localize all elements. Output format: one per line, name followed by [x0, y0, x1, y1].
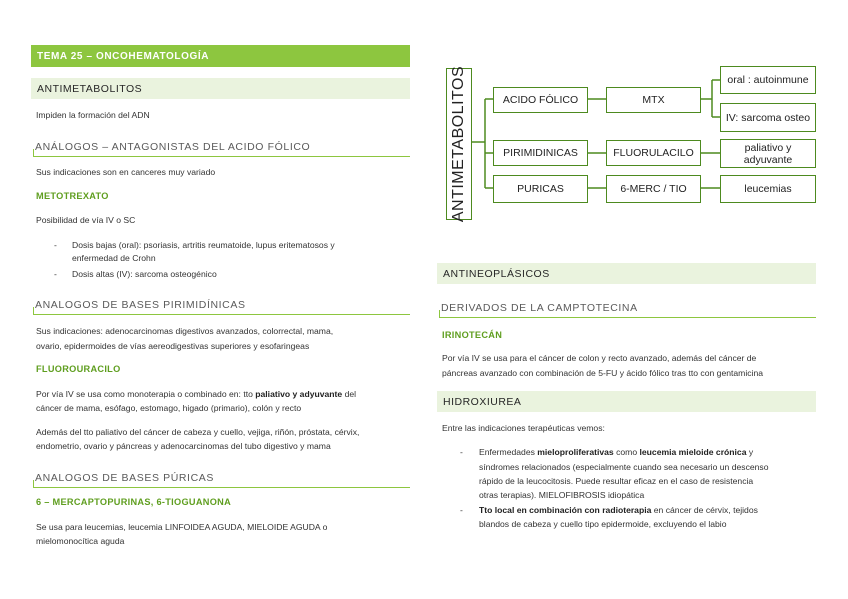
- analogos-folico-text: Sus indicaciones son en canceres muy variado: [36, 167, 216, 177]
- hidroxiurea-bullet-2: [479, 504, 758, 517]
- hidroxiurea-bullet-1: [479, 446, 753, 459]
- bullet-marker: -: [460, 505, 463, 515]
- antineoplasicos-heading: [437, 263, 816, 284]
- hidroxiurea-bullet-1-l4: otras terapias). MIELOFIBROSIS idiopática: [479, 490, 645, 500]
- fluoro-text-1a: Por vía IV se usa como monoterapia o combinado en: tto: [36, 389, 256, 399]
- irinotecan-text-2: páncreas avanzado con combinación de 5-FU y ácido fólico tras tto con gentamicina: [442, 368, 764, 378]
- b2-b: en cáncer de cérvix, tejidos: [651, 505, 758, 515]
- acido-folico-label: ACIDO FÓLICO: [502, 94, 579, 106]
- fluorouracilo-text-3: Además del tto paliativo del cáncer de cabeza y cuello, vejiga, riñón, próstata, cérvix,: [36, 427, 360, 437]
- pirimidinicas-box: [493, 140, 588, 166]
- antimetabolitos-heading-text: ANTIMETABOLITOS: [37, 82, 143, 95]
- pirimidinicas-heading: ANALOGOS DE BASES PIRIMIDÍNICAS: [33, 299, 410, 315]
- antineoplasicos-heading-text: ANTINEOPLÁSICOS: [443, 267, 550, 280]
- hidroxiurea-bullet-1-l2: síndromes relacionados (especialmente cuando sea necesario un descenso: [479, 462, 769, 472]
- fluorouracilo-text-4: endometrio, ovario y páncreas y adenocarcinomas del tubo digestivo y mama: [36, 441, 331, 451]
- analogos-folico-heading: ANÁLOGOS – ANTAGONISTAS DEL ACIDO FÓLICO: [33, 141, 410, 157]
- mtx-label: MTX: [642, 94, 665, 106]
- b2-a-bold: Tto local en combinación con radioterapia: [479, 505, 652, 515]
- fluoro-text-1c: del: [342, 389, 357, 399]
- section-title: TEMA 25 – ONCOHEMATOLOGÍA: [37, 50, 210, 62]
- mercaptopurinas-title: 6 – MERCAPTOPURINAS, 6-TIOGUANONA: [36, 497, 232, 507]
- puricas-label: PURICAS: [517, 183, 564, 195]
- pirimidinicas-text-1: Sus indicaciones: adenocarcinomas digestivos avanzados, colorrectal, mama,: [36, 326, 334, 336]
- metotrexato-bullet-1b: enfermedad de Crohn: [72, 253, 156, 263]
- mercaptopurinas-text-2: mielomonocítica aguda: [36, 536, 125, 546]
- metotrexato-via: Posibilidad de vía IV o SC: [36, 215, 136, 225]
- irinotecan-title: IRINOTECÁN: [442, 330, 503, 340]
- iv-label: IV: sarcoma osteo: [725, 111, 811, 124]
- metotrexato-bullet-1a: Dosis bajas (oral): psoriasis, artritis reumatoide, lupus eritematosos y: [72, 240, 335, 250]
- hidroxiurea-heading-text: HIDROXIUREA: [443, 395, 522, 408]
- iv-box: [720, 103, 816, 132]
- hidroxiurea-text: Entre las indicaciones terapéuticas vemos:: [442, 423, 605, 433]
- mtx-box: [606, 87, 701, 113]
- camptotecina-heading: DERIVADOS DE LA CAMPTOTECINA: [439, 302, 816, 318]
- bullet-marker: -: [54, 269, 57, 279]
- antimetabolitos-text: Impiden la formación del ADN: [36, 110, 150, 120]
- paliativo-label: paliativo y adyuvante: [743, 141, 793, 166]
- fluorulacilo-box: [606, 140, 701, 166]
- oral-box: [720, 66, 816, 94]
- merc-box: [606, 175, 701, 203]
- fluorouracilo-title: FLUOROURACILO: [36, 364, 121, 374]
- bullet-marker: -: [460, 447, 463, 457]
- metotrexato-bullet-2: Dosis altas (IV): sarcoma osteogénico: [72, 269, 217, 279]
- hidroxiurea-bullet-2-l2: blandos de cabeza y cuello tipo epidermoide, excluyendo el labio: [479, 519, 727, 529]
- fluoro-text-1b-bold: paliativo y adyuvante: [255, 389, 343, 399]
- leucemias-box: [720, 175, 816, 203]
- merc-label: 6-MERC / TIO: [620, 183, 687, 195]
- puricas-box: [493, 175, 588, 203]
- irinotecan-text-1: Por vía IV se usa para el cáncer de colon y recto avanzado, además del cáncer de: [442, 353, 757, 363]
- acido-folico-box: [493, 87, 588, 113]
- oral-label: oral : autoinmune: [727, 74, 809, 86]
- antimetabolitos-root-box: [446, 65, 472, 223]
- b1-b-bold: mieloproliferativas: [537, 447, 614, 457]
- b1-c: como: [613, 447, 640, 457]
- b1-d-bold: leucemia mieloide crónica: [639, 447, 747, 457]
- hidroxiurea-bullet-1-l3: rápido de la leucocitosis. Puede resultar eficaz en el caso de resistencia: [479, 476, 754, 486]
- pirimidinicas-label: PIRIMIDINICAS: [503, 147, 578, 159]
- hidroxiurea-heading: [437, 391, 816, 412]
- b1-a: Enfermedades: [479, 447, 538, 457]
- antimetabolitos-root-label: ANTIMETABOLITOS: [450, 65, 468, 223]
- b1-e: y: [746, 447, 754, 457]
- puricas-heading: ANALOGOS DE BASES PÚRICAS: [33, 472, 410, 488]
- paliativo-box: [720, 139, 816, 168]
- bullet-marker: -: [54, 240, 57, 250]
- fluorulacilo-label: FLUORULACILO: [613, 147, 694, 159]
- metotrexato-title: METOTREXATO: [36, 191, 109, 201]
- mercaptopurinas-text-1: Se usa para leucemias, leucemia LINFOIDEA AGUDA, MIELOIDE AGUDA o: [36, 522, 328, 532]
- pirimidinicas-text-2: ovario, epidermoides de vías aereodigestivas superiores y esofaringeas: [36, 341, 310, 351]
- leucemias-label: leucemias: [744, 183, 792, 195]
- fluorouracilo-text-2: cáncer de mama, esófago, estomago, higado (primario), colón y recto: [36, 403, 302, 413]
